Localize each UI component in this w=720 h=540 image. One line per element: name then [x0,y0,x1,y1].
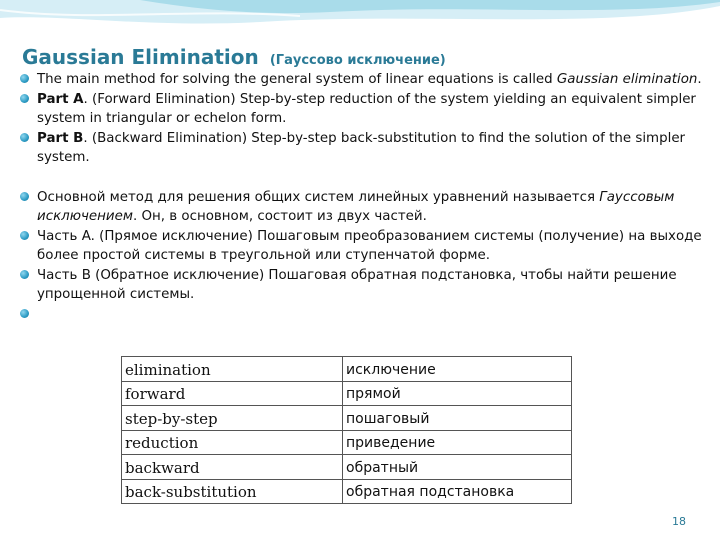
bullet-text: The main method for solving the general system of linear equations is called [37,72,557,87]
bullet-text-end: . Он, в основном, состоит из двух частей. [132,209,427,224]
bullet-list [20,70,715,324]
term-english: elimination [122,357,343,382]
bullet-dot-icon [20,94,29,103]
table-row [122,357,572,382]
bullet-dot-icon [20,133,29,142]
term-russian: обратная подстановка [343,479,572,504]
bullet-item [20,129,715,168]
bullet-emphasis: Гауссовым исключением [37,189,675,224]
bullet-text: . (Forward Elimination) Step-by-step reduction of the system yielding an equivalent simpler system in triangular or echelon form. [37,91,696,126]
table-row [122,406,572,431]
bullet-dot-icon [20,270,29,279]
bullet-dot-icon [20,309,29,318]
slide-title-main: Gaussian Elimination [22,45,259,69]
bullet-dot-icon [20,74,29,83]
term-russian: пошаговый [343,406,572,431]
bullet-text: . (Backward Elimination) Step-by-step back-substitution to find the solution of the simpler system. [37,130,686,165]
bullet-text: Часть A. (Прямое исключение) Пошаговым преобразованием системы (получение) на выходе более простой системы в треугольной или ступенчатой форме. [37,228,702,263]
table-row [122,455,572,480]
term-english: forward [122,381,343,406]
vocabulary-table [121,356,572,504]
bullet-text: Основной метод для решения общих систем линейных уравнений называется [37,189,600,205]
slide-title [22,34,446,72]
term-russian: приведение [343,430,572,455]
bullet-item [20,227,715,266]
term-english: backward [122,455,343,480]
page-number: 18 [672,515,686,528]
table-row [122,479,572,504]
bullet-item [20,266,715,305]
bullet-dot-icon [20,192,29,201]
slide-title-subtitle: (Гауссово исключение) [269,53,446,68]
term-russian: исключение [343,357,572,382]
bullet-emphasis: Gaussian elimination [556,72,698,87]
term-english: step-by-step [122,406,343,431]
bullet-bold-label: Part A [37,91,84,107]
table-row [122,381,572,406]
bullet-bold-label: Part B [37,130,84,146]
bullet-text: Часть B (Обратное исключение) Пошаговая обратная подстановка, чтобы найти решение упрощенной системы. [37,267,677,302]
bullet-spacer [20,168,715,188]
bullet-item [20,188,715,227]
bullet-item-empty [20,305,715,325]
term-russian: обратный [343,455,572,480]
bullet-dot-icon [20,231,29,240]
bullet-text-end: . [697,72,702,87]
bullet-item [20,70,715,90]
term-english: reduction [122,430,343,455]
term-english: back-substitution [122,479,343,504]
term-russian: прямой [343,381,572,406]
table-row [122,430,572,455]
bullet-item [20,90,715,129]
